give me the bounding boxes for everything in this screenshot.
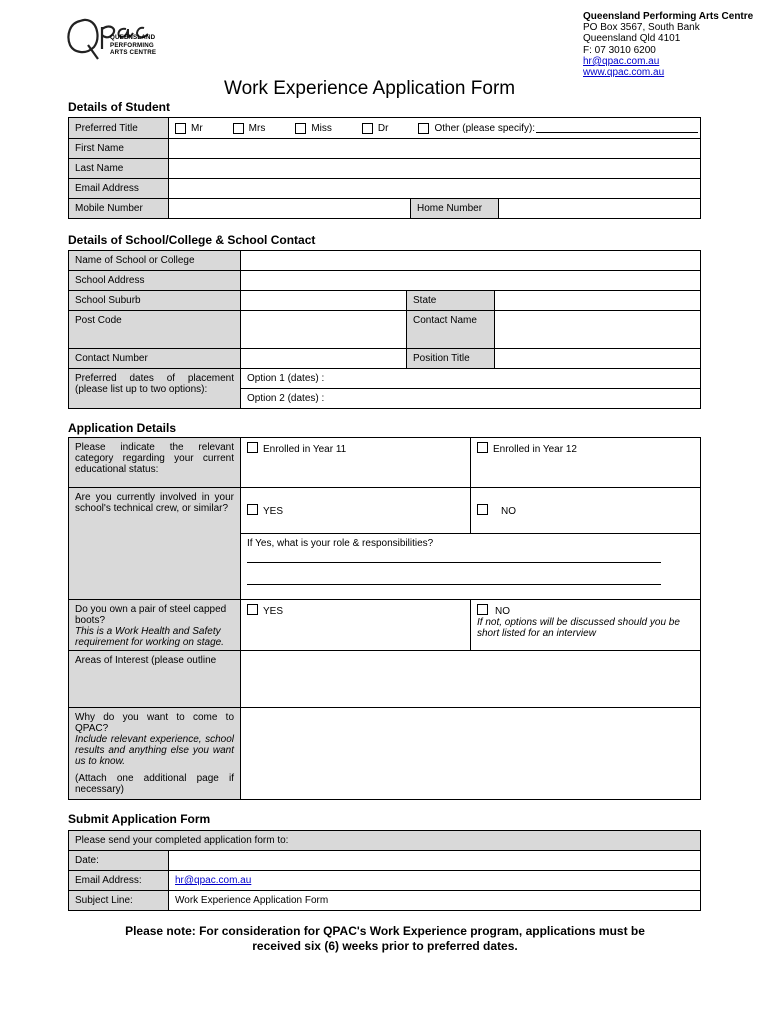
title-option-mrs[interactable]	[233, 123, 266, 134]
mobile-field[interactable]	[169, 199, 411, 219]
contact-fax: F: 07 3010 6200	[583, 44, 656, 56]
application-table	[68, 437, 701, 800]
category-label: Please indicate the relevant category regarding your current educational status:	[69, 438, 241, 488]
title-dr-label: Dr	[377, 122, 389, 134]
checkbox-other[interactable]	[418, 123, 429, 134]
logo-subtext	[110, 34, 156, 57]
section-heading-application: Application Details	[68, 421, 177, 435]
date-label: Date:	[69, 851, 169, 871]
boots-yes-option[interactable]	[241, 600, 471, 651]
contact-name-label: Contact Name	[407, 311, 495, 349]
first-name-label: First Name	[69, 139, 169, 159]
subject-line-value: Work Experience Application Form	[169, 891, 701, 911]
boots-no-label: NO	[495, 606, 510, 617]
student-table	[68, 117, 701, 219]
contact-name-field[interactable]	[495, 311, 701, 349]
boots-question: Do you own a pair of steel capped boots?	[75, 604, 227, 626]
checkbox-boots-no[interactable]	[477, 604, 488, 615]
crew-no-label: NO	[501, 506, 516, 517]
title-mr-label: Mr	[191, 122, 203, 134]
postcode-label: Post Code	[69, 311, 241, 349]
why-note: Include relevant experience, school results and anything else you want us to know.	[75, 734, 234, 767]
checkbox-mrs[interactable]	[233, 123, 244, 134]
crew-yes-option[interactable]	[241, 488, 471, 534]
year12-label: Enrolled in Year 12	[493, 444, 577, 455]
title-miss-label: Miss	[311, 122, 332, 134]
checkbox-year11[interactable]	[247, 442, 258, 453]
boots-no-note: If not, options will be discussed should you be short listed for an interview	[477, 617, 680, 639]
mobile-label: Mobile Number	[69, 199, 169, 219]
logo-sub-line: ARTS CENTRE	[110, 49, 157, 57]
email-label: Email Address	[69, 179, 169, 199]
preferred-title-label: Preferred Title	[69, 118, 169, 139]
position-title-field[interactable]	[495, 349, 701, 369]
option1-label: Option 1 (dates) :	[247, 373, 325, 384]
checkbox-dr[interactable]	[362, 123, 373, 134]
title-option-mr[interactable]	[175, 123, 203, 134]
section-heading-school: Details of School/College & School Contact	[68, 233, 316, 247]
option2-field[interactable]	[241, 389, 701, 409]
interest-label: Areas of Interest (please outline	[69, 651, 241, 708]
why-field[interactable]	[241, 708, 701, 800]
boots-yes-label: YES	[263, 606, 284, 617]
position-title-label: Position Title	[407, 349, 495, 369]
contact-website-link[interactable]: www.qpac.com.au	[583, 67, 665, 79]
submit-email-link[interactable]: hr@qpac.com.au	[175, 875, 252, 886]
school-suburb-field[interactable]	[241, 291, 407, 311]
submit-email-label: Email Address:	[69, 871, 169, 891]
subject-line-label: Subject Line:	[69, 891, 169, 911]
state-field[interactable]	[495, 291, 701, 311]
title-option-other[interactable]	[418, 123, 698, 134]
crew-no-option[interactable]	[471, 488, 701, 534]
contact-address-2: Queensland Qld 4101	[583, 33, 681, 45]
crew-yes-label: YES	[263, 506, 284, 517]
home-number-label: Home Number	[411, 199, 499, 219]
checkbox-crew-yes[interactable]	[247, 504, 258, 515]
why-question: Why do you want to come to QPAC?	[75, 712, 234, 734]
checkbox-year12[interactable]	[477, 442, 488, 453]
school-suburb-label: School Suburb	[69, 291, 241, 311]
title-option-dr[interactable]	[362, 123, 389, 134]
interest-field[interactable]	[241, 651, 701, 708]
role-line-1[interactable]	[247, 549, 661, 563]
last-name-label: Last Name	[69, 159, 169, 179]
why-label	[69, 708, 241, 800]
first-name-field[interactable]	[169, 139, 701, 159]
contact-number-label: Contact Number	[69, 349, 241, 369]
boots-no-option[interactable]	[471, 600, 701, 651]
school-name-field[interactable]	[241, 251, 701, 271]
submit-table	[68, 830, 701, 911]
footer-note	[60, 924, 710, 954]
attach-note: (Attach one additional page if necessary)	[75, 773, 234, 795]
contact-block	[583, 11, 753, 78]
section-heading-submit: Submit Application Form	[68, 812, 211, 826]
section-heading-student: Details of Student	[68, 100, 171, 114]
school-address-label: School Address	[69, 271, 241, 291]
option1-field[interactable]	[241, 369, 701, 389]
email-field[interactable]	[169, 179, 701, 199]
postcode-field[interactable]	[241, 311, 407, 349]
placement-label: Preferred dates of placement (please list up to two options):	[69, 369, 241, 409]
contact-email-link[interactable]: hr@qpac.com.au	[583, 55, 660, 67]
checkbox-mr[interactable]	[175, 123, 186, 134]
school-address-field[interactable]	[241, 271, 701, 291]
year12-option[interactable]	[471, 438, 701, 488]
other-title-input[interactable]	[536, 123, 698, 133]
year11-label: Enrolled in Year 11	[263, 444, 347, 455]
submit-instruction: Please send your completed application form to:	[69, 831, 701, 851]
logo-sub-line: QUEENSLAND	[110, 34, 156, 41]
school-name-label: Name of School or College	[69, 251, 241, 271]
checkbox-miss[interactable]	[295, 123, 306, 134]
option2-label: Option 2 (dates) :	[247, 393, 325, 404]
title-mrs-label: Mrs	[248, 122, 266, 134]
contact-org: Queensland Performing Arts Centre	[583, 11, 754, 22]
home-number-field[interactable]	[499, 199, 701, 219]
crew-label: Are you currently involved in your school's technical crew, or similar?	[69, 488, 241, 600]
role-field[interactable]	[241, 534, 701, 600]
checkbox-crew-no[interactable]	[477, 504, 488, 515]
role-prompt: If Yes, what is your role & responsibilities?	[247, 538, 434, 549]
checkbox-boots-yes[interactable]	[247, 604, 258, 615]
last-name-field[interactable]	[169, 159, 701, 179]
boots-note: This is a Work Health and Safety requirement for working on stage.	[75, 626, 224, 648]
state-label: State	[407, 291, 495, 311]
contact-address-1: PO Box 3567, South Bank	[583, 22, 700, 34]
year11-option[interactable]	[241, 438, 471, 488]
contact-number-field[interactable]	[241, 349, 407, 369]
page-title: Work Experience Application Form	[224, 78, 516, 99]
school-table	[68, 250, 701, 409]
date-field[interactable]	[169, 851, 701, 871]
title-other-label: Other (please specify):	[434, 122, 536, 134]
boots-label	[69, 600, 241, 651]
footer-note-line-1: Please note: For consideration for QPAC's Work Experience program, applications must be	[125, 924, 645, 938]
role-line-2[interactable]	[247, 563, 661, 585]
title-option-miss[interactable]	[295, 123, 332, 134]
footer-note-line-2: received six (6) weeks prior to preferred dates.	[252, 939, 518, 953]
submit-email-value-cell	[169, 871, 701, 891]
logo-sub-line: PERFORMING	[110, 41, 154, 49]
preferred-title-options	[169, 118, 701, 139]
